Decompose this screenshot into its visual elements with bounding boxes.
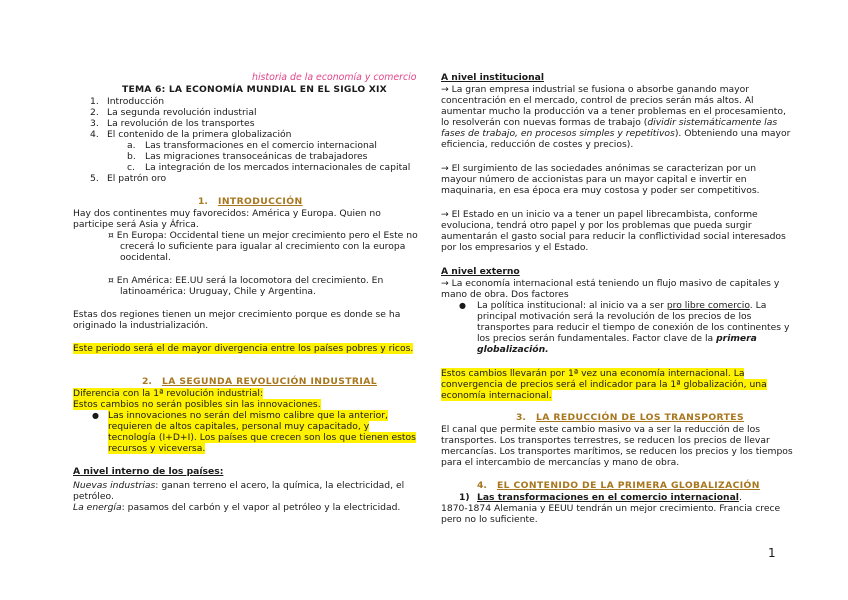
subheading-nivel-interno: A nivel interno de los países: (73, 466, 224, 477)
paragraph-line: por los empresarios y el Estado. (441, 242, 589, 253)
paragraph-line: oocidental. (120, 252, 171, 263)
bullet-dot: ● (459, 301, 466, 310)
paragraph-line: transportes para reducir el tiempo de conexión de los continentes y (477, 322, 790, 333)
paragraph-line: → El surgimiento de las sociedades anónimas se caracterizan por un (441, 163, 757, 174)
paragraph-line: maquinaria, en esa época era muy costosa y poder ser competitivos. (441, 185, 760, 196)
paragraph-line: participe será Asia y África. (73, 219, 199, 230)
paragraph-line: mayour número de accionistas para un mayor capital e invertir en (441, 174, 747, 185)
bullet-dot: ● (92, 411, 99, 420)
paragraph-line: crecerá lo suficiente para igualar al crecimiento con la europa (120, 241, 406, 252)
highlighted-bullet: tecnología (I+D+I). Los países que crecen son los que tienen estos (108, 432, 416, 443)
text: los precios serán fundamentales. Factor clave de la (477, 333, 717, 344)
toc-num: b. (127, 151, 136, 162)
italic-text: dividir sistemáticamente las (647, 117, 778, 128)
page-title: TEMA 6: LA ECONOMÍA MUNDIAL EN EL SIGLO XIX (122, 84, 387, 95)
subsection-number: 1) (459, 492, 470, 503)
paragraph-line: principal motivación será la revolución de los precios de los (477, 311, 752, 322)
paragraph-line (441, 128, 790, 139)
bold-italic-text: globalización. (477, 344, 549, 355)
text: . La (749, 300, 767, 311)
paragraph-line (477, 333, 757, 344)
highlighted-line: Diferencia con la 1ª revolución industrial: (73, 388, 263, 399)
paragraph-line: para el intercambio de mercancías y mano de obra. (441, 457, 680, 468)
course-header: historia de la economía y comercio (252, 72, 417, 83)
highlighted-bullet: Las innovaciones no serán del mismo calibre que la anterior, (108, 410, 388, 421)
section-heading-globalizacion: EL CONTENIDO DE LA PRIMERA GLOBALIZACIÓN (497, 480, 760, 491)
paragraph-line: aumentarán el gasto social para reducir la conflictividad social interesados (441, 231, 786, 242)
paragraph-line (73, 480, 404, 491)
paragraph-line: → El Estado en un inicio va a tener un papel librecambista, conforme (441, 209, 758, 220)
bullet-europa: ¤ En Europa: Occidental tiene un mejor crecimiento pero el Este no (108, 230, 418, 241)
paragraph-line: mano de obra. Dos factores (441, 289, 569, 300)
highlighted-line: Estos cambios no serán posibles sin las innovaciones. (73, 399, 321, 410)
toc-item: El patrón oro (107, 173, 167, 184)
paragraph-line (73, 502, 400, 513)
highlighted-bullet: recursos y viceversa. (108, 443, 206, 454)
paragraph-line: Estas dos regiones tienen un mejor crecimiento porque es donde se ha (73, 309, 401, 320)
text: : pasamos del carbón y el vapor al petróleo y la electricidad. (121, 502, 401, 513)
bold-italic-text: primera (716, 333, 757, 344)
toc-item: Las transformaciones en el comercio internacional (145, 140, 377, 151)
term-energia: La energía (73, 502, 122, 513)
paragraph-line: aumentar mucho la producción va a tener problemas en el procesamiento, (441, 106, 786, 117)
toc-num: c. (127, 162, 135, 173)
subsection-title: Las transformaciones en el comercio internacional (477, 492, 739, 503)
paragraph-line (441, 117, 777, 128)
toc-num: 5. (90, 173, 99, 184)
toc-num: 3. (90, 118, 99, 129)
toc-num: 4. (90, 129, 99, 140)
text: lo resolverán con nuevas formas de trabajo ( (441, 117, 648, 128)
section-heading-segunda-revolucion: LA SEGUNDA REVOLUCIÓN INDUSTRIAL (162, 376, 377, 387)
page-number: 1 (768, 546, 776, 560)
paragraph-line: eficiencia, reducción de costes y precios). (441, 139, 634, 150)
paragraph-line: El canal que permite este cambio masivo va a ser la reducción de los (441, 424, 761, 435)
underlined-text: pro libre comercio (666, 300, 750, 311)
subsection-heading (477, 492, 742, 503)
section-number: 3. (516, 412, 526, 423)
highlighted-line: Estos cambios llevarán por 1ª vez una economía internacional. La (441, 368, 745, 379)
paragraph-line: transportes. Los transportes terrestres, se reducen los precios de llevar (441, 435, 770, 446)
paragraph-line: → La gran empresa industrial se fusiona o absorbe ganando mayor (441, 84, 749, 95)
paragraph-line: Hay dos continentes muy favorecidos: América y Europa. Quien no (73, 208, 381, 219)
subheading-nivel-externo: A nivel externo (441, 266, 520, 277)
paragraph-line: originado la industrialización. (73, 320, 209, 331)
paragraph-line: pero no lo suficiente. (441, 514, 538, 525)
section-heading-transportes: LA REDUCCIÓN DE LOS TRANSPORTES (536, 412, 744, 423)
italic-text: fases de trabajo, en procesos simples y repetitivos (441, 128, 675, 139)
paragraph-line: 1870-1874 Alemania y EEUU tendrán un mejor crecimiento. Francia crece (441, 503, 781, 514)
highlighted-line: convergencia de precios será el indicador para la 1ª globalización, una (441, 379, 767, 390)
highlighted-bullet: requieren de altos capitales, personal muy capacitado, y (108, 421, 370, 432)
toc-item: La integración de los mercados internacionales de capital (145, 162, 411, 173)
toc-item: Las migraciones transoceánicas de trabajadores (145, 151, 368, 162)
paragraph-line: evoluciona, tendrá otro papel y por los problemas que pueda surgir (441, 220, 752, 231)
text: La política institucional: al inicio va a ser (477, 300, 667, 311)
text: : ganan terreno el acero, la química, la electricidad, el (155, 480, 405, 491)
paragraph-line (477, 300, 766, 311)
highlighted-line: economía internacional. (441, 390, 552, 401)
toc-item: La segunda revolución industrial (107, 107, 257, 118)
section-number: 4. (477, 480, 487, 491)
term-nuevas-industrias: Nuevas industrias (73, 480, 156, 491)
paragraph-line: concentración en el mercado, control de precios serán más altos. Al (441, 95, 754, 106)
section-number: 2. (142, 376, 152, 387)
toc-item: Introducción (107, 96, 165, 107)
text: ). Obteniendo una mayor (674, 128, 791, 139)
paragraph-line: mercancías. Los transportes marítimos, se reducen los precios y los tiempos (441, 446, 793, 457)
toc-num: a. (127, 140, 136, 151)
paragraph-line: petróleo. (73, 491, 114, 502)
toc-num: 1. (90, 96, 99, 107)
paragraph-line: latinoamérica: Uruguay, Chile y Argentina. (120, 286, 316, 297)
toc-item: La revolución de los transportes (107, 118, 255, 129)
text: . (738, 492, 742, 503)
toc-item: El contenido de la primera globalización (107, 129, 292, 140)
highlighted-note: Este periodo será el de mayor divergencia entre los países pobres y ricos. (73, 343, 414, 354)
section-number: 1. (198, 196, 208, 207)
bullet-america: ¤ En América: EE.UU será la locomotora del crecimiento. En (108, 275, 384, 286)
toc-num: 2. (90, 107, 99, 118)
subheading-nivel-institucional: A nivel institucional (441, 72, 544, 83)
paragraph-line: → La economía internacional está teniendo un flujo masivo de capitales y (441, 278, 780, 289)
section-heading-introduccion: INTRODUCCIÓN (218, 196, 303, 207)
